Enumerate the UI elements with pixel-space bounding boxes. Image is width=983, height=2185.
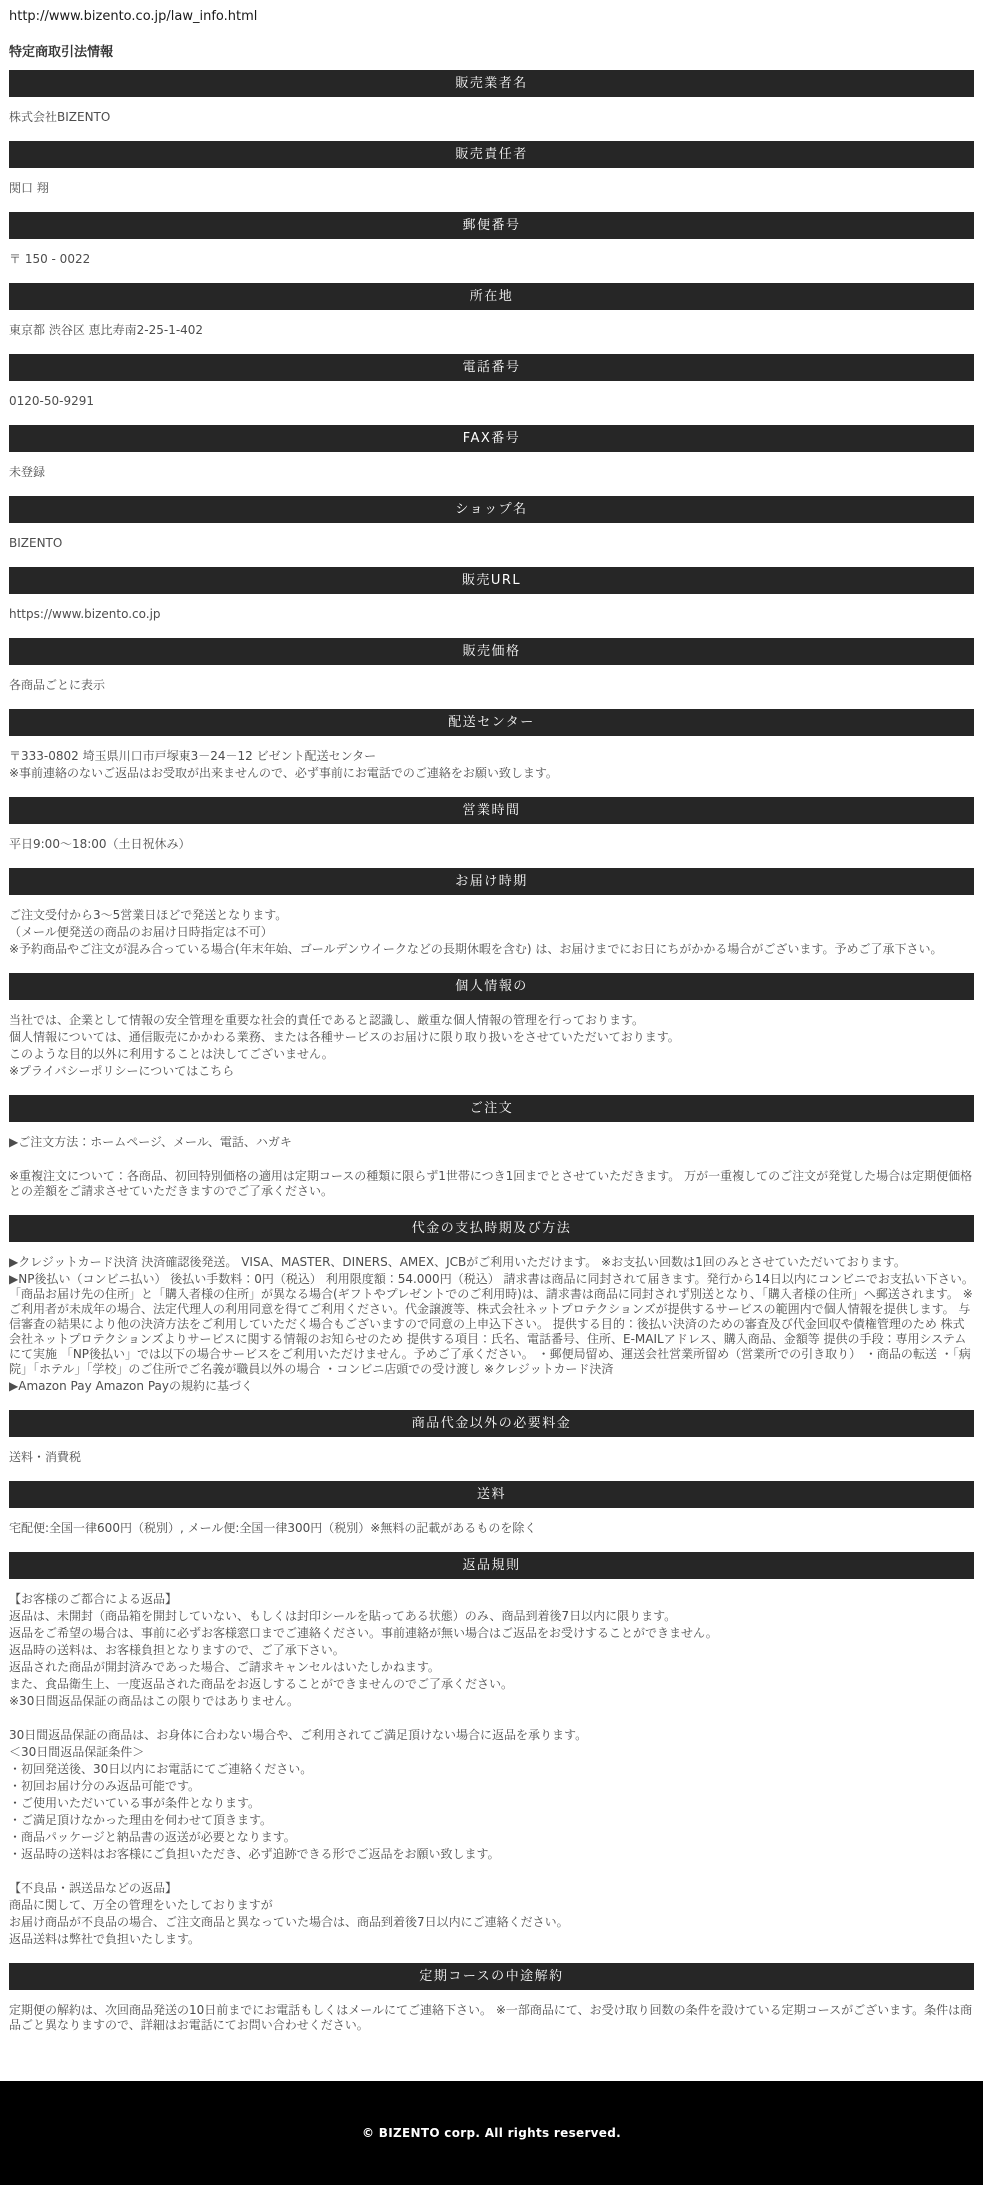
text-line: 0120-50-9291 xyxy=(9,394,95,408)
text-line: 〒 150 - 0022 xyxy=(9,252,91,266)
text-line: 各商品ごとに表示 xyxy=(9,678,106,692)
text-line: 返品送料は弊社で負担いたします。 xyxy=(9,1932,201,1946)
section-body-personal-info xyxy=(9,1013,974,1079)
section-phone-number xyxy=(9,354,974,409)
section-header-business-hours: 営業時間 xyxy=(9,797,974,824)
section-header-delivery-time: お届け時期 xyxy=(9,868,974,895)
section-delivery-time xyxy=(9,868,974,957)
text-line: ※事前連絡のないご返品はお受取が出来ませんので、必ず事前にお電話でのご連絡をお願い致します。 xyxy=(9,766,558,780)
section-body-delivery-time xyxy=(9,908,974,957)
text-line: ・初回お届け分のみ返品可能です。 xyxy=(9,1779,201,1793)
text-line: ・ご満足頂けなかった理由を伺わせて頂きます。 xyxy=(9,1813,273,1827)
section-body-extra-fees xyxy=(9,1450,974,1465)
section-body-shop-name xyxy=(9,536,974,551)
text-line: このような目的以外に利用することは決してございません。 xyxy=(9,1047,334,1061)
text-line: 定期便の解約は、次回商品発送の10日前までにお電話もしくはメールにてご連絡下さい。 ※一部商品にて、お受け取り回数の条件を設けている定期コースがございます。条件は商品ごと異なりますので、詳細はお電話にてお問い合わせください。 xyxy=(9,2003,973,2032)
text-line: ・商品パッケージと納品書の返送が必要となります。 xyxy=(9,1830,296,1844)
text-line: 関口 翔 xyxy=(9,181,49,195)
section-header-fax-number: FAX番号 xyxy=(9,425,974,452)
section-header-shipping-center: 配送センター xyxy=(9,709,974,736)
blank-line xyxy=(9,1152,974,1167)
section-body-sales-price xyxy=(9,678,974,693)
text-line: 〒333-0802 埼玉県川口市戸塚東3－24－12 ビゼント配送センター xyxy=(9,749,377,763)
text-line: 返品された商品が開封済みであった場合、ご請求キャンセルはいたしかねます。 xyxy=(9,1660,440,1674)
sections xyxy=(9,70,974,2033)
text-line: 30日間返品保証の商品は、お身体に合わない場合や、ご利用されてご満足頂けない場合に返品を承ります。 xyxy=(9,1728,588,1742)
section-header-payment: 代金の支払時期及び方法 xyxy=(9,1215,974,1242)
section-body-subscription-cancellation xyxy=(9,2003,974,2033)
text-line: ・初回発送後、30日以内にお電話にてご連絡ください。 xyxy=(9,1762,313,1776)
section-body-sales-url xyxy=(9,607,974,622)
section-header-extra-fees: 商品代金以外の必要料金 xyxy=(9,1410,974,1437)
text-line: 返品時の送料は、お客様負担となりますので、ご了承下さい。 xyxy=(9,1643,345,1657)
section-header-sales-manager: 販売責任者 xyxy=(9,141,974,168)
text-line: 株式会社BIZENTO xyxy=(9,110,111,124)
text-line: 返品は、未開封（商品箱を開封していない、もしくは封印シールを貼ってある状態）のみ、商品到着後7日以内に限ります。 xyxy=(9,1609,677,1623)
text-line: https://www.bizento.co.jp xyxy=(9,607,161,621)
section-header-postal-code: 郵便番号 xyxy=(9,212,974,239)
text-line: お届け商品が不良品の場合、ご注文商品と異なっていた場合は、商品到着後7日以内にご連絡ください。 xyxy=(9,1915,569,1929)
page-url: http://www.bizento.co.jp/law_info.html xyxy=(9,9,258,24)
section-header-shipping-fee: 送料 xyxy=(9,1481,974,1508)
section-header-subscription-cancellation: 定期コースの中途解約 xyxy=(9,1963,974,1990)
page-title: 特定商取引法情報 xyxy=(9,45,114,60)
section-extra-fees xyxy=(9,1410,974,1465)
section-body-shipping-center xyxy=(9,749,974,781)
section-body-phone-number xyxy=(9,394,974,409)
blank-line xyxy=(9,1864,974,1879)
section-fax-number xyxy=(9,425,974,480)
section-postal-code xyxy=(9,212,974,267)
page-footer xyxy=(0,2081,983,2185)
text-line: 未登録 xyxy=(9,465,46,479)
section-sales-price xyxy=(9,638,974,693)
text-line: ▶Amazon Pay Amazon Payの規約に基づく xyxy=(9,1379,253,1393)
text-line: ▶ご注文方法：ホームページ、メール、電話、ハガキ xyxy=(9,1135,292,1149)
section-body-business-hours xyxy=(9,837,974,852)
text-line: 平日9:00～18:00（土日祝休み） xyxy=(9,837,191,851)
section-sales-manager xyxy=(9,141,974,196)
section-header-sales-price: 販売価格 xyxy=(9,638,974,665)
text-line: 宅配便:全国一律600円（税別）, メール便:全国一律300円（税別）※無料の記載があるものを除く xyxy=(9,1521,537,1535)
text-line: ※重複注文について：各商品、初回特別価格の適用は定期コースの種類に限らず1世帯につき1回までとさせていただきます。 万が一重複してのご注文が発覚した場合は定期便価格との差額をご請求させていただきますのでご了承ください。 xyxy=(9,1169,973,1198)
text-line: 東京都 渋谷区 恵比寿南2-25-1-402 xyxy=(9,323,204,337)
text-line: ※30日間返品保証の商品はこの限りではありません。 xyxy=(9,1694,300,1708)
text-line: ※プライバシーポリシーについてはこちら xyxy=(9,1064,235,1078)
text-line: 当社では、企業として情報の安全管理を重要な社会的責任であると認識し、厳重な個人情報の管理を行っております。 xyxy=(9,1013,645,1027)
section-header-shop-name: ショップ名 xyxy=(9,496,974,523)
text-line: ・ご使用いただいている事が条件となります。 xyxy=(9,1796,261,1810)
section-body-fax-number xyxy=(9,465,974,480)
section-header-seller-name: 販売業者名 xyxy=(9,70,974,97)
text-line: ＜30日間返品保証条件＞ xyxy=(9,1745,145,1759)
section-seller-name xyxy=(9,70,974,125)
text-line: ・返品時の送料はお客様にご負担いただき、必ず追跡できる形でご返品をお願い致します。 xyxy=(9,1847,500,1861)
text-line: 商品に関して、万全の管理をいたしておりますが xyxy=(9,1898,273,1912)
section-sales-url xyxy=(9,567,974,622)
section-payment xyxy=(9,1215,974,1394)
text-line: 【不良品・誤送品などの返品】 xyxy=(9,1881,178,1895)
text-line: 個人情報については、通信販売にかかわる業務、または各種サービスのお届けに限り取り扱いをさせていただいております。 xyxy=(9,1030,680,1044)
text-line: ▶クレジットカード決済 決済確認後発送。 VISA、MASTER、DINERS、AMEX、JCBがご利用いただけます。 ※お支払い回数は1回のみとさせていただいております。 xyxy=(9,1255,906,1269)
section-body-payment xyxy=(9,1255,974,1394)
section-address xyxy=(9,283,974,338)
text-line: BIZENTO xyxy=(9,536,63,550)
section-body-postal-code xyxy=(9,252,974,267)
text-line: ※予約商品やご注文が混み合っている場合(年末年始、ゴールデンウイークなどの長期休暇を含む) は、お届けまでにお日にちがかかる場合がございます。予めご了承下さい。 xyxy=(9,942,943,956)
section-header-sales-url: 販売URL xyxy=(9,567,974,594)
section-body-seller-name xyxy=(9,110,974,125)
section-body-return-policy xyxy=(9,1592,974,1947)
copyright-text: © BIZENTO corp. All rights reserved. xyxy=(362,2126,621,2140)
section-header-return-policy: 返品規則 xyxy=(9,1552,974,1579)
text-line: また、食品衛生上、一度返品された商品をお返しすることができませんのでご了承ください。 xyxy=(9,1677,514,1691)
section-subscription-cancellation xyxy=(9,1963,974,2033)
section-personal-info xyxy=(9,973,974,1079)
text-line: ▶NP後払い（コンビニ払い） 後払い手数料：0円（税込） 利用限度額：54.000円（税込） 請求書は商品に同封されて届きます。発行から14日以内にコンビニでお支払い下さい。 「商品お届け先の住所」と「購入者様の住所」が異なる場合(ギフトやプレゼントでのご利用時)は、請求書は商品に同封されず別送となり、「購入者様の住所」へ郵送されます。 ※ご利用者が未成年の場合、法定代理人の利用同意を得てご利用ください。代金譲渡等、株式会社ネットプロテクションズが提供するサービスの範囲内で個人情報を提供します。 与信審査の結果により他の決済方法をご利用していただく場合もございますので同意の上申込下さい。 提供する目的：後払い決済のための審査及び代金回収や債権管理のため 株式会社ネットプロテクションズよりサービスに関する情報のお知らせのため 提供する項目：氏名、電話番号、住所、E-MAILアドレス、購入商品、金額等 提供の手段：専用システムにて実施 「NP後払い」では以下の場合サービスをご利用いただけません。予めご了承ください。 ・郵便局留め、運送会社営業所留め（営業所での引き取り） ・商品の転送 ・「病院」「ホテル」「学校」のご住所でご名義が職員以外の場合 ・コンビニ店頭での受け渡し ※クレジットカード決済 xyxy=(9,1272,974,1376)
section-shop-name xyxy=(9,496,974,551)
section-header-order: ご注文 xyxy=(9,1095,974,1122)
text-line: ご注文受付から3～5営業日ほどで発送となります。 xyxy=(9,908,288,922)
section-header-personal-info: 個人情報の xyxy=(9,973,974,1000)
text-line: 送料・消費税 xyxy=(9,1450,82,1464)
section-body-shipping-fee xyxy=(9,1521,974,1536)
blank-line xyxy=(9,1711,974,1726)
section-body-sales-manager xyxy=(9,181,974,196)
section-order xyxy=(9,1095,974,1199)
text-line: 返品をご希望の場合は、事前に必ずお客様窓口までご連絡ください。事前連絡が無い場合はご返品をお受けすることができません。 xyxy=(9,1626,718,1640)
text-line: 【お客様のご都合による返品】 xyxy=(9,1592,178,1606)
text-line: （メール便発送の商品のお届け日時指定は不可） xyxy=(9,925,273,939)
section-body-order xyxy=(9,1135,974,1199)
section-business-hours xyxy=(9,797,974,852)
section-shipping-center xyxy=(9,709,974,781)
section-body-address xyxy=(9,323,974,338)
section-shipping-fee xyxy=(9,1481,974,1536)
section-header-address: 所在地 xyxy=(9,283,974,310)
section-header-phone-number: 電話番号 xyxy=(9,354,974,381)
section-return-policy xyxy=(9,1552,974,1947)
